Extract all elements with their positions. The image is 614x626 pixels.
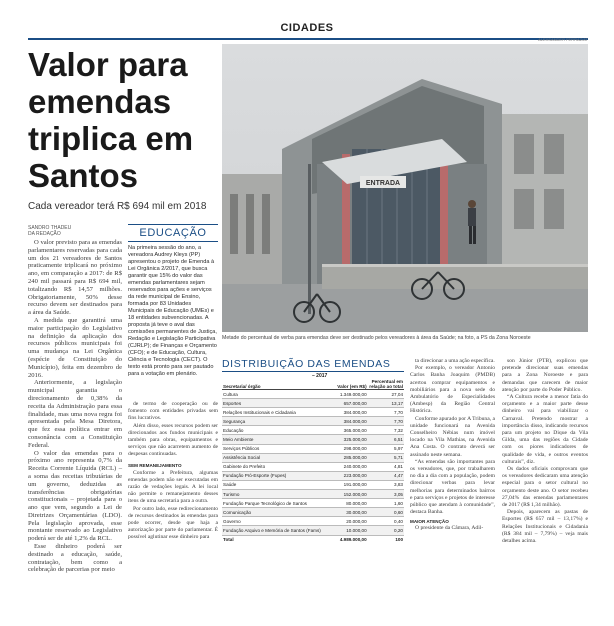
cell-org: Assistência Social (222, 453, 325, 462)
paragraph: son Júnior (PTB), explicou que pretende direcionar suas emendas para a Zona Noroeste e para demandas que carecem de maior atenção por parte do Poder Público. (502, 358, 588, 393)
paragraph: “A Cultura recebe a menor fatia do orçamento e a maior parte desse dinheiro vai para viabilizar o Carnaval. Pretendo mostrar a importância disso, indicando recursos para um projeto no Dique da Vila Gilda, uma das regiões da Cidade com os piores indicadores de qualidade de vida, e outros eventos culturais”, diz. (502, 394, 588, 465)
cell-percent: 0,20 (368, 526, 404, 535)
paragraph: A medida que garantirá uma maior participação do Legislativo na definição da aplicação dos recursos públicos municipais foi uma mudança na Lei Orgânica (espécie de Constituição do Município), feita em dezembro de 2016. (28, 316, 122, 379)
table-title: DISTRIBUIÇÃO DAS EMENDAS (222, 358, 391, 370)
education-box (128, 224, 218, 379)
article-column-1 (28, 225, 122, 574)
table-row (222, 453, 404, 462)
photo-credit: ALEXSANDER FERRAZ/AT (538, 37, 588, 42)
table-row (222, 526, 404, 535)
cell-value: 657.000,00 (325, 399, 368, 408)
cell-value: 223.000,00 (325, 471, 368, 480)
subheadline: Cada vereador terá R$ 694 mil em 2018 (28, 201, 207, 212)
cell-org: Governo (222, 517, 325, 526)
article-column-4 (502, 358, 588, 545)
cell-percent: 1,60 (368, 499, 404, 508)
cell-org: Saúde (222, 480, 325, 489)
cell-value: 365.000,00 (325, 426, 368, 435)
paragraph: Conforme a Prefeitura, algumas emendas podem não ser executadas em razão de vedações legais. A lei local não permite o remanejamento desses itens de uma secretaria para a outra. (128, 469, 218, 505)
education-box-text (128, 245, 218, 378)
table-row (222, 417, 404, 426)
table-row (222, 508, 404, 517)
education-box-title: EDUCAÇÃO (139, 227, 207, 239)
emendas-table-box (222, 358, 404, 544)
table-year: – 2017 (312, 373, 328, 379)
body-text-column-1 (28, 239, 122, 574)
body-text-column-4 (502, 358, 588, 545)
cell-org: Cultura (222, 390, 325, 399)
cell-percent: 3,83 (368, 480, 404, 489)
cell-percent: 4,81 (368, 462, 404, 471)
paragraph: Anteriormente, a legislação municipal garantia o direcionamento de 0,38% da receita da Administração para essa finalidade, mas uma nova regra foi apresentada pela Mesa Diretora, que fez essa política entrar em consonância com a Constituição Federal. (28, 379, 122, 449)
cell-percent: 0,40 (368, 517, 404, 526)
cell-org: Fundação Pró-Esporte (Fupes) (222, 471, 325, 480)
cell-org: Fundação Arquivo e Memória de Santos (Fams) (222, 526, 325, 535)
cell-value: 384.000,00 (325, 408, 368, 417)
cell-value: 298.000,00 (325, 444, 368, 453)
table-row (222, 435, 404, 444)
byline-outlet: DA REDAÇÃO (28, 231, 61, 237)
cell-org: Fundação Parque Tecnológico de Santos (222, 499, 325, 508)
cell-value: 20.000,00 (325, 517, 368, 526)
paragraph: de termo de cooperação ou de fomento com entidades privadas sem fins lucrativos. (128, 401, 218, 422)
cell-org: Turismo (222, 490, 325, 499)
photo-caption: Metade do percentual de verba para emendas deve ser destinado pelos vereadores à área da Saúde; na foto, a PS da Zona Noroeste (222, 335, 531, 341)
cell-percent: 7,70 (368, 408, 404, 417)
table-total-row (222, 535, 404, 544)
cell-value: 285.000,00 (325, 453, 368, 462)
cell-value: 240.000,00 (325, 462, 368, 471)
subtitle-sem-remanejamento: SEM REMANEJAMENTO (128, 462, 182, 468)
paragraph: Por exemplo, o vereador Antonio Carlos Banha Joaquim (PMDB) acertou comprar equipamentos e mobiliários para a nova sede do Ambulatório de Especialidades (Ambesp) da Região Central Histórica. (410, 365, 495, 415)
paragraph: Por outro lado, esse redirecionamento de recursos destinados às emendas para pode ocorrer, desde que haja a autorização por parte do parlamentar. É possível aglutinar esse dinheiro para (128, 505, 218, 541)
body-text-column-2 (128, 401, 218, 459)
section-title: CIDADES (280, 22, 334, 34)
cell-percent: 7,70 (368, 417, 404, 426)
cell-percent: 6,51 (368, 435, 404, 444)
table-row (222, 490, 404, 499)
cell-org: Serviços Públicos (222, 444, 325, 453)
body-text-column-3b (410, 525, 495, 532)
news-photo (222, 44, 588, 332)
paragraph: O presidente da Câmara, Adil- (415, 525, 484, 532)
cell-percent: 3,05 (368, 490, 404, 499)
cell-org: Esportes (222, 399, 325, 408)
total-value: 4.989.000,00 (325, 535, 368, 544)
cell-org: Gabinete do Prefeito (222, 462, 325, 471)
header-org: Secretaria/ órgão (222, 379, 325, 390)
table-row (222, 471, 404, 480)
cell-value: 30.000,00 (325, 508, 368, 517)
total-label: Total (222, 535, 325, 544)
cell-value: 191.000,00 (325, 480, 368, 489)
cell-org: Relações Institucionais e Cidadania (222, 408, 325, 417)
box-top-rule (128, 224, 218, 225)
table-header-row (222, 379, 404, 390)
table-row (222, 444, 404, 453)
paragraph: Esse dinheiro poderá ser destinado a educação, saúde, contratação, bem como a celebração de parcerias por meio (28, 543, 122, 574)
article-column-2 (128, 401, 218, 542)
total-percent: 100 (368, 535, 404, 544)
cell-percent: 5,71 (368, 453, 404, 462)
cell-value: 80.000,00 (325, 499, 368, 508)
paragraph: “As emendas são importantes para os vereadores, que, por trabalharem no dia a dia com a população, podem direcionar verbas para levar melhorias para determinados bairros e para serviços e projetos de interesse público que atendam à comunidade”, destaca Banha. (410, 458, 495, 516)
paragraph: Conforme apurado por A Tribuna, a unidade funcionará na Avenida Conselheiro Nébias num imóvel locado na Vila Mathias, na Avenida Ana Costa. O contrato deverá ser assinado neste semana. (410, 415, 495, 458)
paragraph: ta direcionar a uma ação específica. (415, 358, 495, 364)
cell-org: Educação (222, 426, 325, 435)
table-row (222, 517, 404, 526)
cell-value: 384.000,00 (325, 417, 368, 426)
cell-value: 1.349.000,00 (325, 390, 368, 399)
cell-percent: 13,17 (368, 399, 404, 408)
table-row (222, 462, 404, 471)
cell-value: 152.000,00 (325, 490, 368, 499)
building-photo-illustration (222, 44, 588, 332)
table-row (222, 480, 404, 489)
paragraph: Na primeira sessão do ano, a vereadora Audrey Kleys (PP) apresentou o projeto de Emenda à Lei Orgânica 2/2017, que busca garantir que 15% do valor das emendas parlamentares sejam reservados para ações e serviços da rede municipal de Ensino, formada por 83 Unidades Municipais de Educação (UMEs) e 18 entidades subvencionadas. A proposta já teve o aval das comissões permanentes de Justiça, Redação e Legislação Participativa (CJRLP); de Finanças e Orçamento (CFO); e de Educação, Cultura, Ciência e Tecnologia (CECT). O texto está pronto para ser pautado para a votação em plenário. (128, 245, 217, 377)
table-title-rule (222, 371, 404, 372)
header-value: Valor (em R$) (325, 379, 368, 390)
cell-percent: 0,60 (368, 508, 404, 517)
body-text-column-2b (128, 470, 218, 542)
table-row (222, 390, 404, 399)
cell-percent: 4,47 (368, 471, 404, 480)
article-column-3 (410, 358, 495, 533)
paragraph: O valor das emendas para o próximo ano representa 0,7% da Receita Corrente Líquida (RCL) – a soma das receitas tributárias de um governo, deduzidas as transferências obrigatórias constitucionais – projetada para o ano que vem, segundo a Lei de Diretrizes Orçamentárias (LDO). Pela legislação aprovada, esse montante reservado ao Legislativo poderá ser de até 1,2% da RCL. (28, 449, 122, 543)
headline: Valor para emendas triplica em Santos (28, 46, 194, 194)
table-row (222, 399, 404, 408)
paragraph: Depois, aparecem as pastas de Esportes (R$ 657 mil – 13,17%) e Relações Institucionais e Cidadania (R$ 384 mil – 7,79%) – veja mais detalhes acima. (502, 509, 588, 545)
emendas-table (222, 379, 404, 544)
cell-org: Meio Ambiente (222, 435, 325, 444)
table-row (222, 408, 404, 417)
cell-percent: 7,32 (368, 426, 404, 435)
paragraph: Além disso, esses recursos podem ser direcionados aos fundos municipais e também para obras, equipamentos e serviços que não acarretem aumento de despesas continuadas. (128, 422, 218, 458)
cell-value: 325.000,00 (325, 435, 368, 444)
cell-org: Segurança (222, 417, 325, 426)
entrance-sign-text: ENTRADA (365, 180, 401, 187)
cell-org: Comunicação (222, 508, 325, 517)
table-body (222, 390, 404, 544)
paragraph: O valor previsto para as emendas parlamentares reservadas para cada um dos 21 vereadores de Santos praticamente triplicará no próximo ano, em comparação a 2017: de R$ 240 mil passará para R$ 694 mil, totalizando R$ 14,57 milhões. Obrigatoriamente, 50% desse recurso devem ser destinados para a área da Saúde. (28, 239, 122, 317)
table-row (222, 499, 404, 508)
body-text-column-3 (410, 358, 495, 516)
header-percent: Percentual em relação ao total (369, 379, 403, 389)
cell-value: 10.000,00 (325, 526, 368, 535)
box-bottom-rule (128, 241, 218, 242)
byline-author: SANDRO THADEU (28, 225, 72, 231)
table-row (222, 426, 404, 435)
cell-percent: 27,04 (368, 390, 404, 399)
cell-percent: 5,97 (368, 444, 404, 453)
subtitle-maior-atencao: MAIOR ATENÇÃO (410, 519, 449, 525)
paragraph: Os dados oficiais comprovam que os vereadores dedicaram uma atenção especial para o setor cultural no orçamento deste ano. O setor recebeu 27,04% das emendas parlamentares de 2017 (R$ 1,34 milhão). (502, 466, 588, 509)
